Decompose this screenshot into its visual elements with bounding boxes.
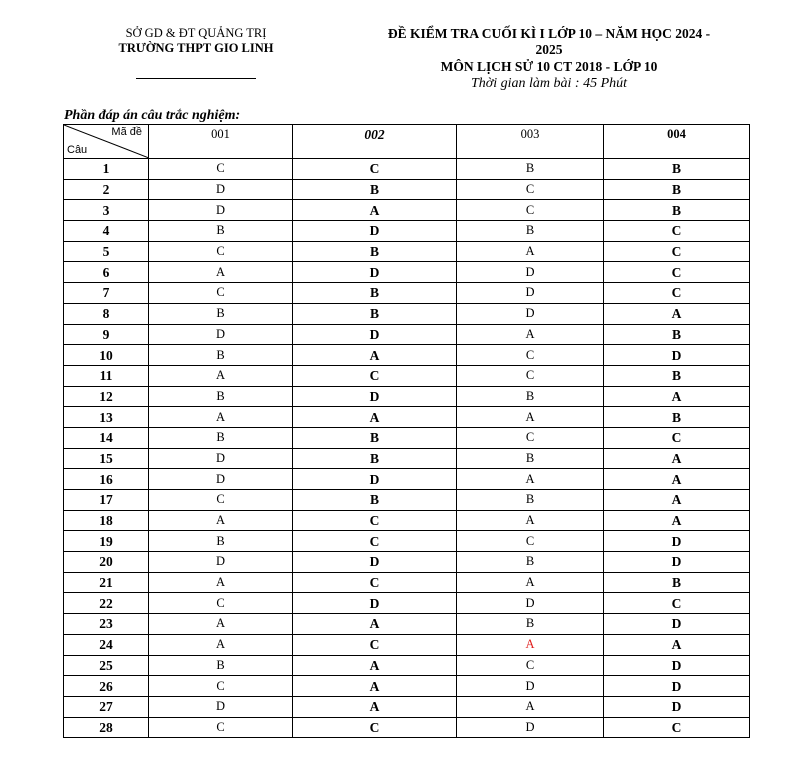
answer-cell-002: D (293, 262, 457, 283)
answer-cell-001: C (149, 593, 293, 614)
answer-cell-002: C (293, 634, 457, 655)
answer-cell-003: C (457, 531, 604, 552)
answer-cell-001: D (149, 469, 293, 490)
answer-cell-002: A (293, 614, 457, 635)
answer-cell-003: C (457, 179, 604, 200)
answer-cell-001: A (149, 614, 293, 635)
exam-title-line1: ĐỀ KIỂM TRA CUỐI KÌ I LỚP 10 – NĂM HỌC 2024 - (387, 26, 711, 41)
answer-cell-002: D (293, 221, 457, 242)
question-number: 23 (64, 614, 149, 635)
answer-cell-002: D (293, 593, 457, 614)
header-divider (136, 78, 256, 79)
answer-cell-003: B (457, 614, 604, 635)
table-row (64, 593, 750, 614)
answer-cell-004: C (604, 241, 750, 262)
answer-cell-003: A (457, 696, 604, 717)
answer-cell-002: C (293, 159, 457, 180)
answer-cell-001: D (149, 448, 293, 469)
answer-cell-003: A (457, 241, 604, 262)
table-row (64, 241, 750, 262)
answer-cell-001: C (149, 490, 293, 511)
table-row (64, 614, 750, 635)
question-number: 20 (64, 552, 149, 573)
answer-cell-002: C (293, 531, 457, 552)
question-number: 17 (64, 490, 149, 511)
question-number: 24 (64, 634, 149, 655)
section-title: Phần đáp án câu trắc nghiệm: (64, 108, 241, 123)
question-number: 7 (64, 283, 149, 304)
table-row (64, 262, 750, 283)
answer-cell-002: B (293, 179, 457, 200)
answer-cell-003: D (457, 676, 604, 697)
table-row (64, 365, 750, 386)
answer-cell-002: B (293, 303, 457, 324)
answer-cell-001: A (149, 262, 293, 283)
answer-cell-004: D (604, 614, 750, 635)
corner-cell (64, 125, 149, 159)
table-row (64, 490, 750, 511)
answer-cell-001: B (149, 531, 293, 552)
answer-cell-001: B (149, 655, 293, 676)
question-number: 25 (64, 655, 149, 676)
answer-cell-004: A (604, 490, 750, 511)
answer-cell-003: D (457, 717, 604, 738)
question-number: 3 (64, 200, 149, 221)
answer-cell-002: A (293, 407, 457, 428)
answer-cell-002: B (293, 241, 457, 262)
answer-cell-004: D (604, 696, 750, 717)
answer-cell-004: A (604, 469, 750, 490)
question-number: 6 (64, 262, 149, 283)
answer-cell-002: C (293, 510, 457, 531)
answer-cell-004: C (604, 283, 750, 304)
answer-cell-001: D (149, 552, 293, 573)
answer-cell-003: B (457, 490, 604, 511)
answer-cell-004: A (604, 510, 750, 531)
table-row (64, 221, 750, 242)
answer-cell-004: B (604, 200, 750, 221)
answer-cell-001: B (149, 386, 293, 407)
answer-cell-002: B (293, 448, 457, 469)
question-number: 5 (64, 241, 149, 262)
subject-title: MÔN LỊCH SỬ 10 CT 2018 - LỚP 10 (440, 59, 658, 74)
table-row (64, 717, 750, 738)
answer-cell-003: B (457, 159, 604, 180)
answer-cell-003: A (457, 324, 604, 345)
answer-cell-001: D (149, 324, 293, 345)
answer-cell-002: D (293, 324, 457, 345)
question-number: 4 (64, 221, 149, 242)
question-number: 22 (64, 593, 149, 614)
answer-cell-001: A (149, 634, 293, 655)
answer-cell-001: A (149, 365, 293, 386)
answer-cell-004: C (604, 717, 750, 738)
answer-cell-003: C (457, 427, 604, 448)
answer-cell-002: A (293, 345, 457, 366)
table-row (64, 531, 750, 552)
table-row (64, 345, 750, 366)
table-row (64, 634, 750, 655)
answer-cell-002: A (293, 696, 457, 717)
answer-cell-004: D (604, 552, 750, 573)
table-row (64, 572, 750, 593)
table-row (64, 283, 750, 304)
answer-cell-001: C (149, 676, 293, 697)
table-row (64, 159, 750, 180)
answer-cell-001: C (149, 283, 293, 304)
exam-title (338, 26, 760, 58)
answer-cell-002: D (293, 386, 457, 407)
answer-cell-004: D (604, 676, 750, 697)
answer-cell-001: A (149, 572, 293, 593)
question-number: 18 (64, 510, 149, 531)
table-row (64, 324, 750, 345)
answer-cell-003: A (457, 634, 604, 655)
header-right (338, 26, 760, 92)
question-number: 9 (64, 324, 149, 345)
answer-cell-004: A (604, 386, 750, 407)
answer-cell-002: A (293, 676, 457, 697)
answer-cell-004: B (604, 407, 750, 428)
answer-key-table (63, 124, 750, 738)
answer-cell-001: C (149, 717, 293, 738)
answer-cell-001: B (149, 303, 293, 324)
question-number: 27 (64, 696, 149, 717)
answer-cell-004: C (604, 427, 750, 448)
answer-cell-002: B (293, 283, 457, 304)
code-header-003: 003 (457, 125, 604, 159)
answer-cell-003: A (457, 510, 604, 531)
answer-cell-003: D (457, 593, 604, 614)
answer-cell-004: D (604, 531, 750, 552)
exam-duration: Thời gian làm bài : 45 Phút (470, 76, 628, 91)
answer-cell-003: C (457, 200, 604, 221)
answer-cell-001: B (149, 221, 293, 242)
answer-cell-001: C (149, 159, 293, 180)
answer-cell-002: D (293, 552, 457, 573)
question-number: 10 (64, 345, 149, 366)
header-left (96, 26, 296, 79)
answer-cell-003: D (457, 262, 604, 283)
answer-cell-004: A (604, 303, 750, 324)
question-number: 21 (64, 572, 149, 593)
question-number: 26 (64, 676, 149, 697)
question-number: 28 (64, 717, 149, 738)
answer-rows (64, 159, 750, 738)
code-header-001: 001 (149, 125, 293, 159)
answer-cell-002: C (293, 572, 457, 593)
table-header-row (64, 125, 750, 159)
code-header-004: 004 (604, 125, 750, 159)
question-number: 1 (64, 159, 149, 180)
answer-cell-001: C (149, 241, 293, 262)
table-row (64, 303, 750, 324)
answer-cell-004: B (604, 572, 750, 593)
answer-cell-003: C (457, 365, 604, 386)
answer-cell-001: D (149, 696, 293, 717)
question-number: 8 (64, 303, 149, 324)
answer-cell-001: A (149, 510, 293, 531)
answer-cell-002: D (293, 469, 457, 490)
table-row (64, 179, 750, 200)
table-row (64, 386, 750, 407)
answer-cell-003: A (457, 407, 604, 428)
answer-cell-003: B (457, 448, 604, 469)
table-row (64, 696, 750, 717)
answer-cell-003: A (457, 469, 604, 490)
answer-cell-004: C (604, 221, 750, 242)
question-number: 16 (64, 469, 149, 490)
answer-cell-003: B (457, 221, 604, 242)
answer-cell-004: A (604, 448, 750, 469)
answer-cell-002: C (293, 365, 457, 386)
question-number: 11 (64, 365, 149, 386)
answer-cell-004: A (604, 634, 750, 655)
answer-cell-004: B (604, 324, 750, 345)
answer-cell-001: A (149, 407, 293, 428)
answer-cell-004: C (604, 262, 750, 283)
answer-cell-002: B (293, 490, 457, 511)
answer-cell-001: B (149, 427, 293, 448)
department-name: SỞ GD & ĐT QUẢNG TRỊ (125, 26, 267, 40)
table-row (64, 552, 750, 573)
table-row (64, 655, 750, 676)
question-number: 14 (64, 427, 149, 448)
corner-label-code: Mã đề (111, 126, 142, 138)
answer-cell-003: B (457, 386, 604, 407)
table-row (64, 448, 750, 469)
table-row (64, 510, 750, 531)
answer-cell-004: D (604, 345, 750, 366)
answer-cell-003: C (457, 655, 604, 676)
table-row (64, 200, 750, 221)
question-number: 15 (64, 448, 149, 469)
answer-cell-004: D (604, 655, 750, 676)
table-row (64, 469, 750, 490)
answer-cell-002: A (293, 200, 457, 221)
answer-cell-002: A (293, 655, 457, 676)
school-name: TRƯỜNG THPT GIO LINH (118, 41, 274, 55)
answer-cell-003: C (457, 345, 604, 366)
answer-cell-003: D (457, 283, 604, 304)
table-row (64, 427, 750, 448)
answer-cell-002: B (293, 427, 457, 448)
answer-cell-004: C (604, 593, 750, 614)
question-number: 19 (64, 531, 149, 552)
answer-cell-001: D (149, 179, 293, 200)
answer-cell-004: B (604, 365, 750, 386)
answer-cell-001: D (149, 200, 293, 221)
exam-title-line2: 2025 (535, 42, 563, 57)
question-number: 2 (64, 179, 149, 200)
code-header-002: 002 (293, 125, 457, 159)
question-number: 12 (64, 386, 149, 407)
question-number: 13 (64, 407, 149, 428)
answer-cell-003: D (457, 303, 604, 324)
answer-cell-003: B (457, 552, 604, 573)
corner-label-question: Câu (67, 144, 88, 156)
table-row (64, 676, 750, 697)
answer-cell-004: B (604, 179, 750, 200)
answer-cell-002: C (293, 717, 457, 738)
table-row (64, 407, 750, 428)
answer-cell-003: A (457, 572, 604, 593)
answer-cell-001: B (149, 345, 293, 366)
answer-cell-004: B (604, 159, 750, 180)
